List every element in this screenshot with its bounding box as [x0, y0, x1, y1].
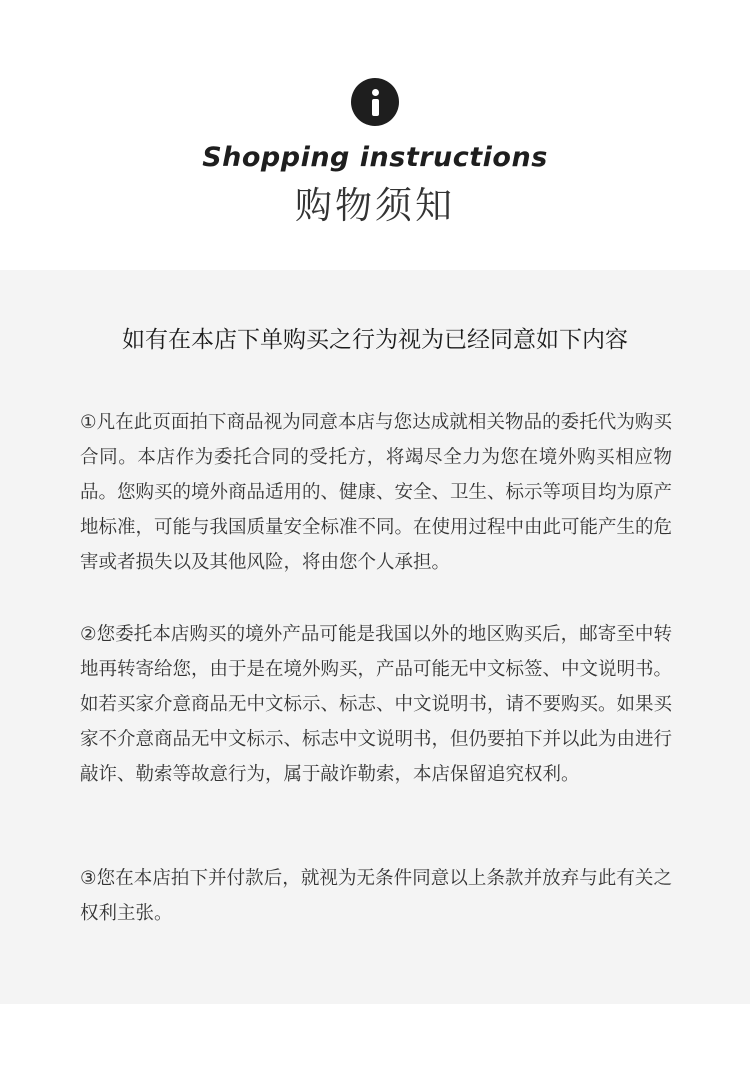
notice-heading: 如有在本店下单购买之行为视为已经同意如下内容 [122, 327, 628, 353]
notice-panel [0, 270, 750, 1004]
info-icon-stem [372, 99, 379, 116]
notice-paragraph-2: ②您委托本店购买的境外产品可能是我国以外的地区购买后，邮寄至中转地再转寄给您，由于是在境外购买，产品可能无中文标签、中文说明书。如若买家介意商品无中文标示、标志、中文说明书，请不要购买。如果买家不介意商品无中文标示、标志中文说明书，但仍要拍下并以此为由进行敲诈、勒索等故意行为，属于敲诈勒索，本店保留追究权利。 [80, 624, 673, 785]
header [0, 0, 750, 270]
notice-paragraph-3: ③您在本店拍下并付款后，就视为无条件同意以上条款并放弃与此有关之权利主张。 [80, 868, 672, 924]
info-icon [351, 78, 399, 126]
info-icon-dot [372, 89, 379, 96]
notice-paragraph-1: ①凡在此页面拍下商品视为同意本店与您达成就相关物品的委托代为购买合同。本店作为委托合同的受托方，将竭尽全力为您在境外购买相应物品。您购买的境外商品适用的、健康、安全、卫生、标示等项目均为原产地标准，可能与我国质量安全标准不同。在使用过程中由此可能产生的危害或者损失以及其他风险，将由您个人承担。 [80, 412, 673, 573]
title-chinese: 购物须知 [295, 184, 455, 227]
title-english: Shopping instructions [202, 142, 548, 173]
